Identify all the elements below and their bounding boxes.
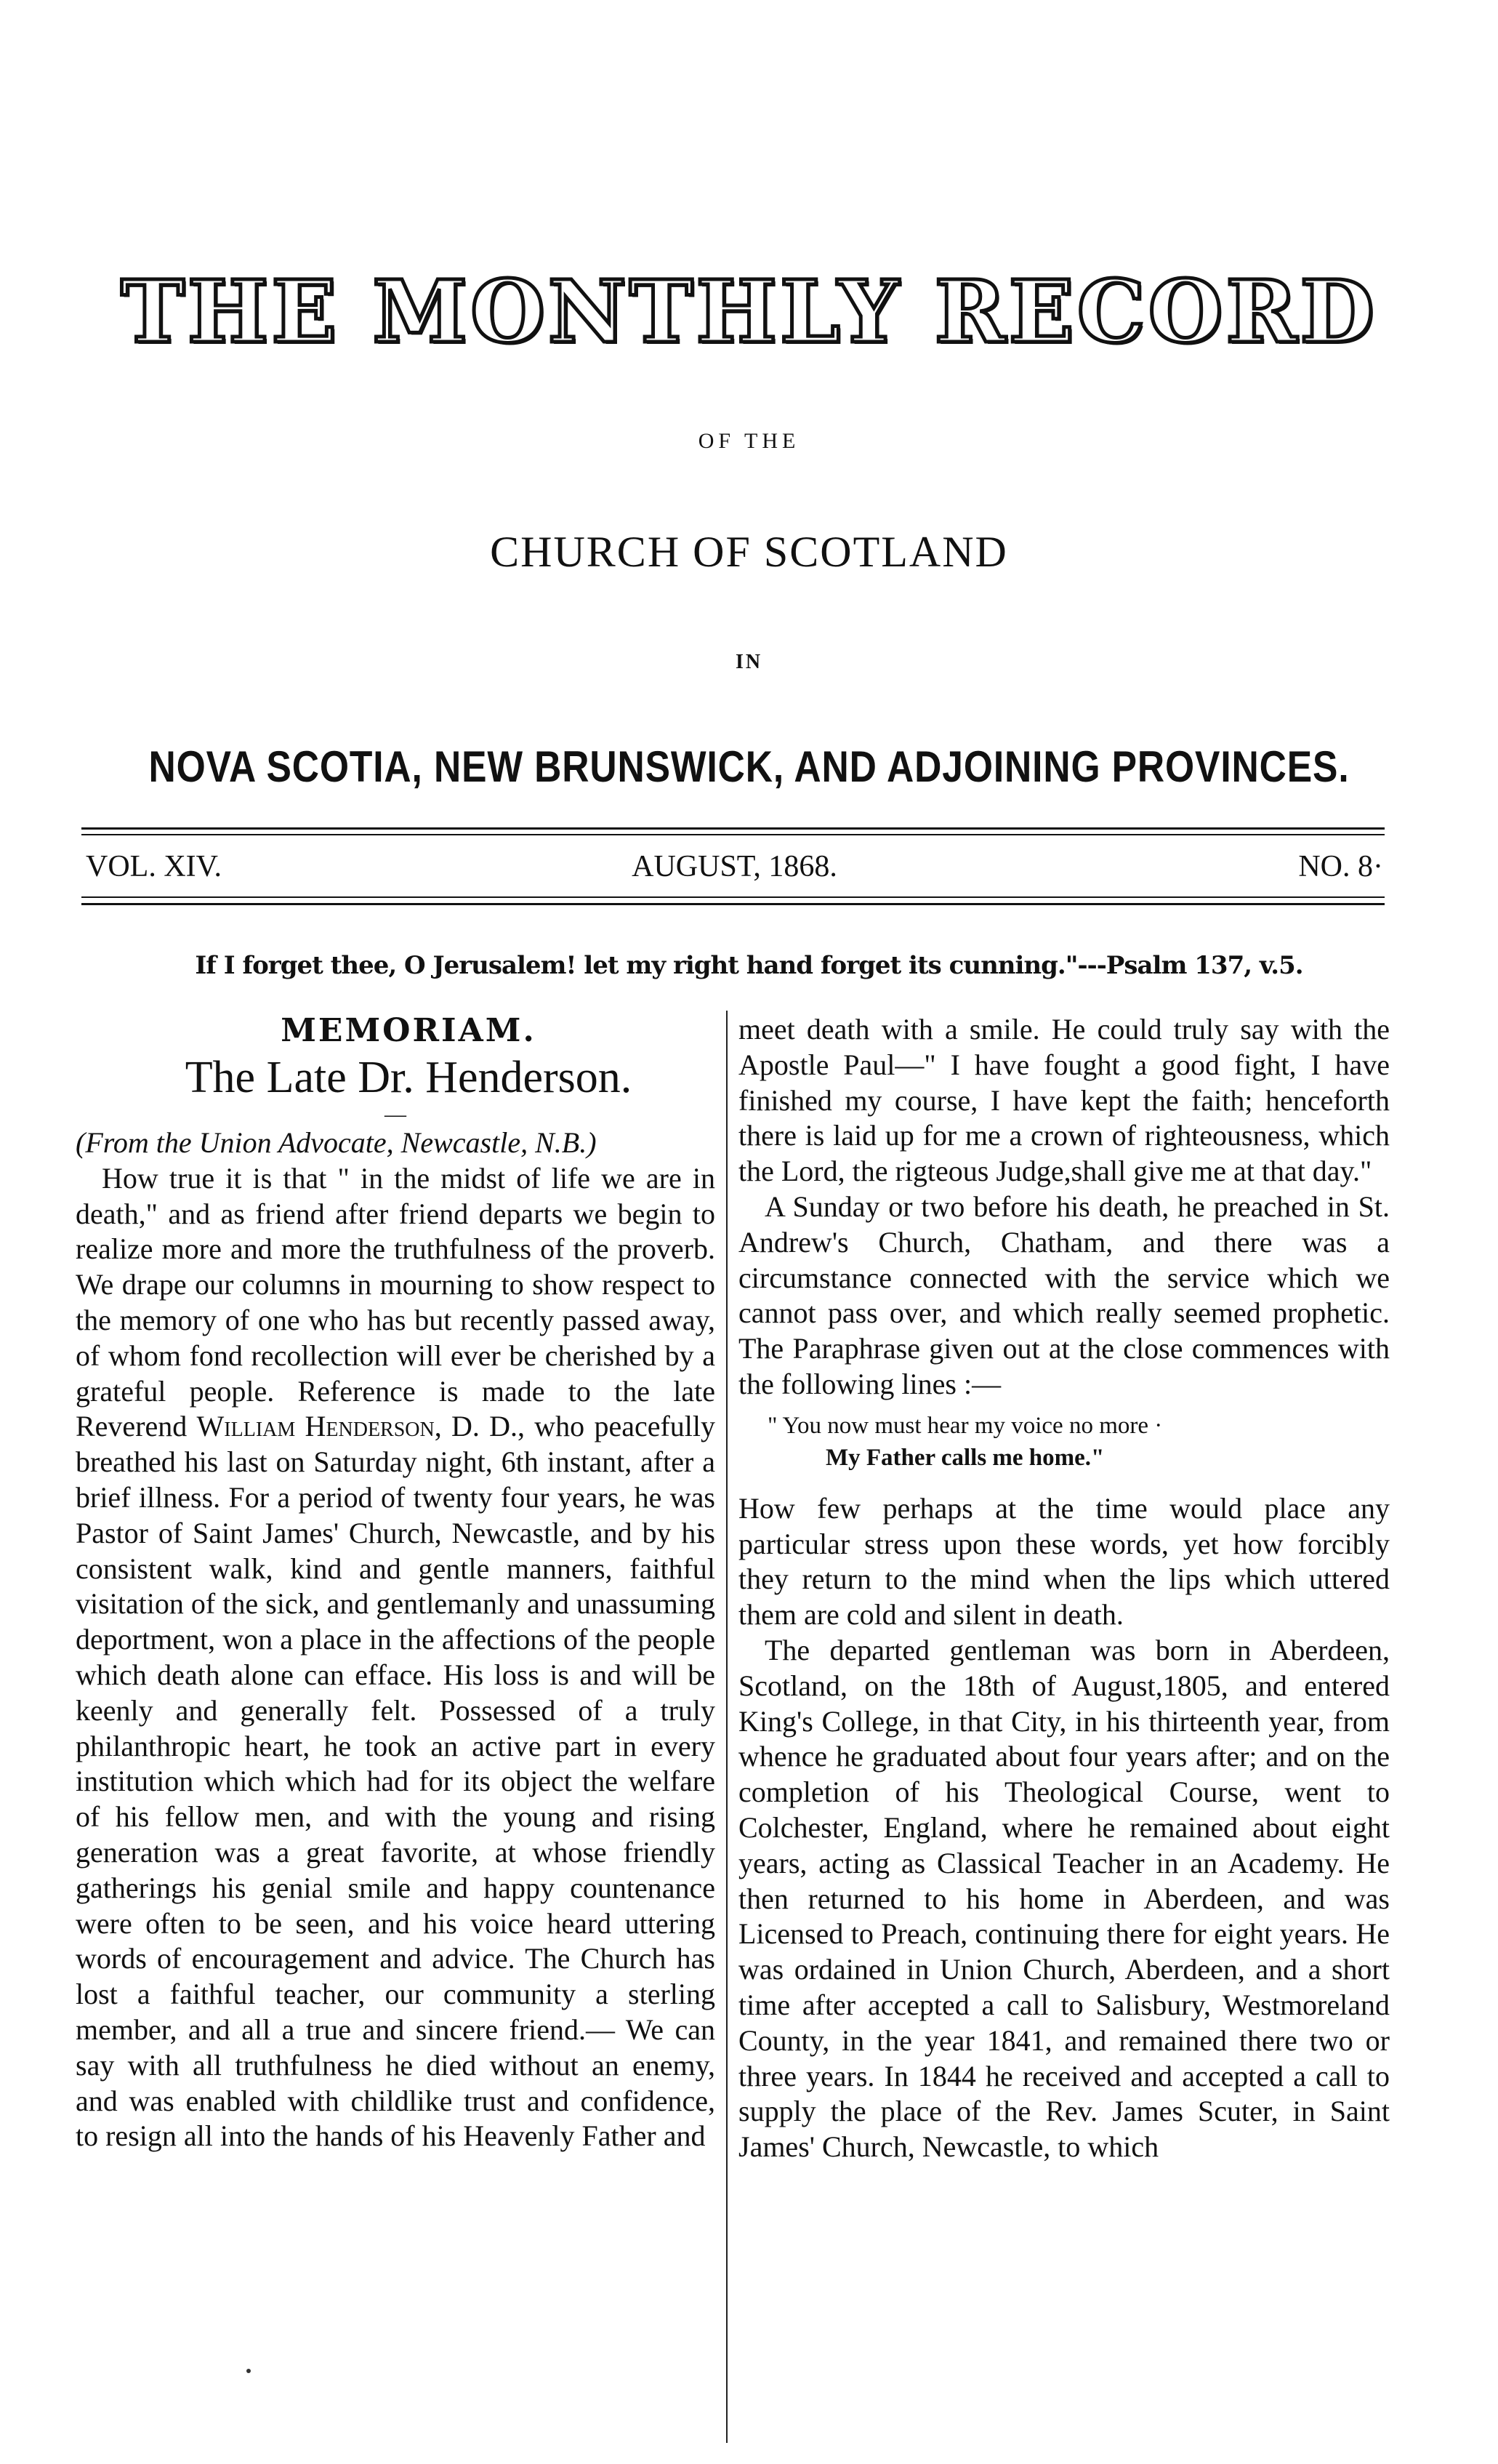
- right-column: [738, 1012, 1390, 2165]
- article-paragraph: meet death with a smile. He could truly say with the Apostle Paul—" I have fought a good fight, I have finished my course, I have kept the faith; henceforth there is laid up for me a crown of righteousness, which the Lord, the rigteous Judge,shall give me at that day.": [738, 1013, 1390, 1188]
- top-rule: [81, 827, 1385, 830]
- subtitle-dash: —: [384, 1102, 406, 1126]
- quote-line: " You now must hear my voice no more ·: [768, 1412, 1163, 1439]
- paragraph-text: , D. D., who peacefully breathed his last on Saturday night, 6th instant, after a brief illness. For a period of twenty four years, he was Pastor of Saint James' Church, Newcastle, and by his consistent walk, kind and gentle manners, faithful visitation of the sick, and gentlemanly and unassuming deportment, won a place in the affections of the people which death alone can efface. His loss is and will be keenly and generally felt. Possessed of a truly philanthropic heart, he took an active part in every institution which which had for its object the welfare of his fellow men, and with the young and rising generation was a great favorite, at whose friendly gatherings his genial smile and happy countenance were often to be seen, and his voice heard uttering words of encouragement and advice. The Church has lost a faithful teacher, our community a sterling member, and all a true and sincere friend.— We can say with all truthfulness he died without an enemy, and was enabled with childlike trust and confidence, to resign all into the hands of his Heavenly Father and: [76, 1410, 716, 2153]
- masthead-church-name: CHURCH OF SCOTLAND: [490, 528, 1008, 576]
- motto: If I forget thee, O Jerusalem! let my right hand forget its cunning."---Psalm 137, v.5.: [195, 951, 1303, 980]
- issue-number: NO. 8·: [1298, 850, 1383, 883]
- article-paragraph: How few perhaps at the time would place any particular stress upon these words, yet how forcibly they return to the mind when the lips which uttered them are cold and silent in death.: [738, 1491, 1390, 1632]
- column-divider: [726, 1011, 728, 2443]
- article-source: (From the Union Advocate, Newcastle, N.B.): [76, 1126, 597, 1159]
- left-column: [76, 1011, 715, 2154]
- article-subtitle: The Late Dr. Henderson.: [185, 1053, 632, 1102]
- quote-line: My Father calls me home.": [826, 1444, 1105, 1471]
- article-paragraph: The departed gentleman was born in Aberdeen, Scotland, on the 18th of August,1805, and entered King's College, in that City, in his thirteenth year, from whence he graduated about four years after; and on the completion of his Theological Course, went to Colchester, England, where he remained about eight years, acting as Classical Teacher in an Academy. He then returned to his home in Aberdeen, and was Licensed to Preach, continuing there for eight years. He was ordained in Union Church, Aberdeen, and a short time after accepted a call to Salisbury, Westmoreland County, in the year 1841, and remained there two or three years. In 1844 he received and accepted a call to supply the place of the Rev. James Scuter, in Saint James' Church, Newcastle, to which: [738, 1633, 1390, 2164]
- masthead-title: THE MONTHLY RECORD: [121, 261, 1377, 362]
- issue-date: AUGUST, 1868.: [632, 850, 837, 883]
- masthead-provinces: NOVA SCOTIA, NEW BRUNSWICK, AND ADJOINING PROVINCES.: [148, 742, 1350, 791]
- article-paragraph: A Sunday or two before his death, he preached in St. Andrew's Church, Chatham, and there was a circumstance connected with the service which we cannot pass over, and which really seemed prophetic. The Paraphrase given out at the close commences with the following lines :—: [738, 1189, 1390, 1400]
- bottom-rule: [81, 903, 1385, 905]
- paragraph-text: How true it is that " in the midst of life we are in death," and as friend after friend departs we begin to realize more and more the truthfulness of the proverb. We drape our columns in mourning to show respect to the memory of one who has but recently passed away, of whom fond recollection will ever be cherished by a grateful people. Reference is made to the late Reverend: [76, 1161, 715, 1443]
- masthead-in: IN: [735, 651, 763, 673]
- person-name: William Henderson: [196, 1410, 435, 1443]
- article-paragraph: [76, 1161, 715, 2154]
- top-rule-inner: [81, 834, 1385, 835]
- masthead-of-the: OF THE: [698, 429, 800, 453]
- bottom-rule-inner: [81, 896, 1385, 898]
- ink-dot: [246, 2369, 251, 2373]
- volume-number: VOL. XIV.: [86, 850, 222, 883]
- paraphrase-quote: [738, 1410, 1390, 1474]
- article-heading: MEMORIAM.: [281, 1012, 536, 1049]
